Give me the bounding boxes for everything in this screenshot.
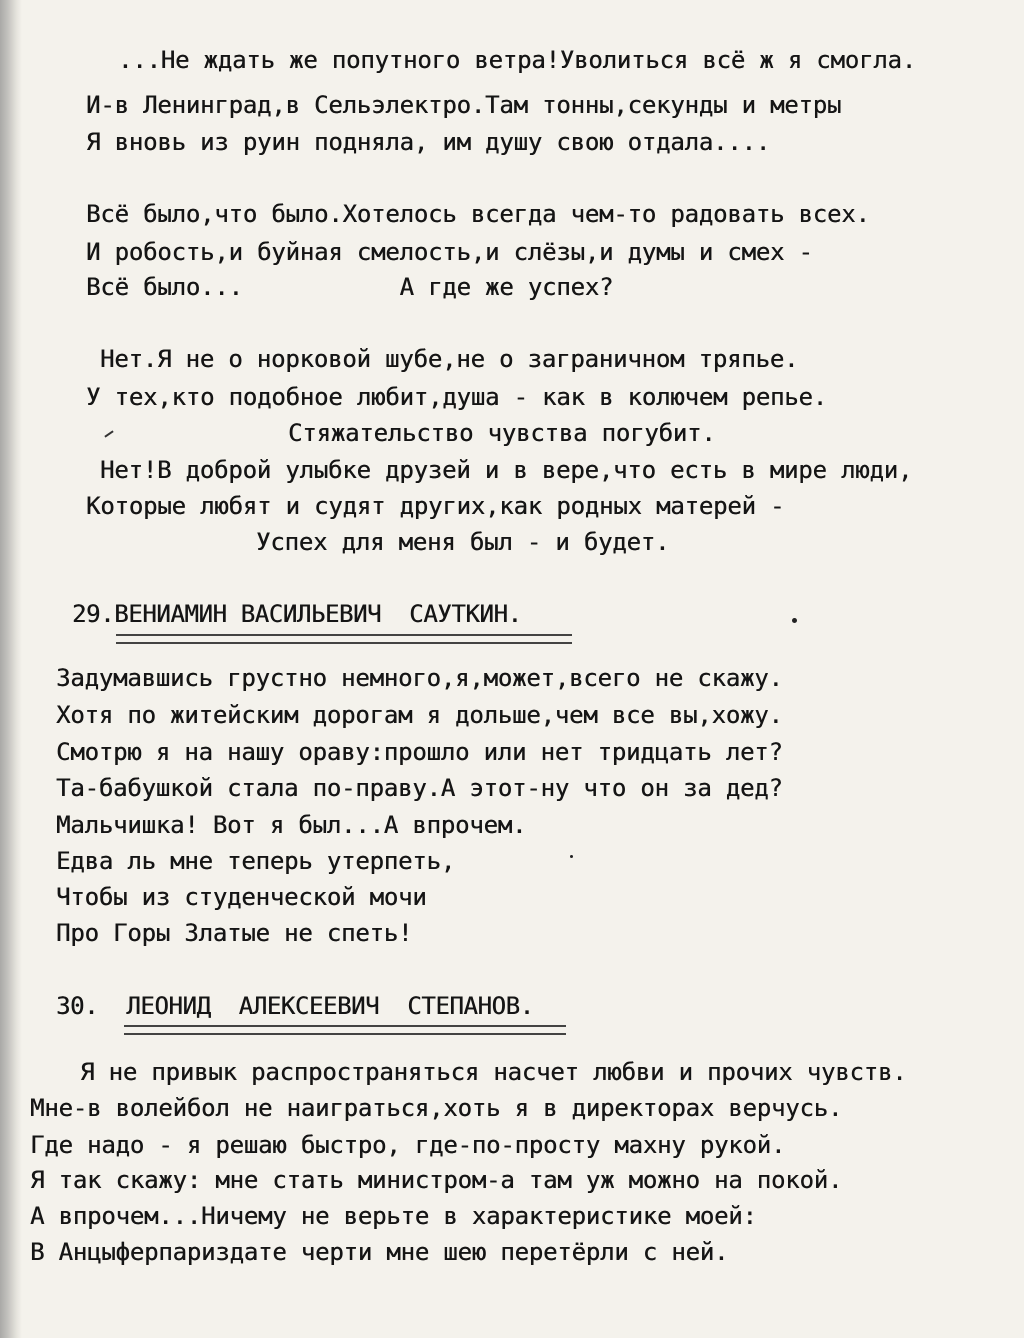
poem-line: Стяжательство чувства погубит.	[288, 419, 716, 447]
verse-line: Где надо - я решаю быстро, где-по-просту махну рукой.	[30, 1131, 786, 1159]
scan-speck	[792, 618, 797, 623]
poem-line: Которые любят и судят других,как родных матерей -	[86, 492, 785, 520]
poem-line: Успех для меня был - и будет.	[256, 528, 670, 556]
poem-line: И-в Ленинград,в Сельэлектро.Там тонны,секунды и метры	[86, 91, 842, 119]
heading-double-underline	[116, 634, 572, 644]
heading-double-underline	[124, 1025, 566, 1035]
verse-line: Задумавшись грустно немного,я,может,всего не скажу.	[56, 664, 783, 692]
poem-line: Нет.Я не о норковой шубе,не о заграничном тряпье.	[100, 345, 799, 373]
poem-line: ...Не ждать же попутного ветра!Уволиться всё ж я смогла.	[118, 46, 916, 74]
poem-line: Всё было,что было.Хотелось всегда чем-то радовать всех.	[86, 200, 870, 228]
verse-line: Мне-в волейбол не наиграться,хоть я в директорах верчусь.	[30, 1094, 843, 1122]
verse-line: Хотя по житейским дорогам я дольше,чем все вы,хожу.	[56, 701, 783, 729]
poem-line: Всё было... А где же успех?	[86, 273, 614, 301]
verse-line: Та-бабушкой стала по-праву.А этот-ну что он за дед?	[56, 774, 783, 802]
verse-line: Смотрю я на нашу ораву:прошло или нет тридцать лет?	[56, 738, 783, 766]
scan-speck	[570, 855, 573, 858]
poem-line: Я вновь из руин подняла, им душу свою отдала....	[86, 128, 770, 156]
poem-line: У тех,кто подобное любит,душа - как в колючем репье.	[86, 383, 827, 411]
verse-line: Я так скажу: мне стать министром-а там уж можно на покой.	[30, 1166, 843, 1194]
verse-line: Про Горы Златые не спеть!	[56, 919, 413, 947]
verse-line: Мальчишка! Вот я был...А впрочем.	[56, 811, 527, 839]
verse-line: В Анцыферпариздате черти мне шею перетёрли с ней.	[30, 1238, 729, 1266]
verse-line: Я не привык распространяться насчет любви и прочих чувств.	[80, 1058, 907, 1086]
verse-line: Едва ль мне теперь утерпеть,	[56, 847, 455, 875]
verse-line: Чтобы из студенческой мочи	[56, 883, 427, 911]
page-edge-shadow	[0, 0, 22, 1338]
verse-line: А впрочем...Ничему не верьте в характеристике моей:	[30, 1202, 757, 1230]
section-30-heading: 30. ЛЕОНИД АЛЕКСЕЕВИЧ СТЕПАНОВ.	[56, 992, 534, 1020]
poem-line: И робость,и буйная смелость,и слёзы,и думы и смех -	[86, 238, 813, 266]
section-29-heading: 29.ВЕНИАМИН ВАСИЛЬЕВИЧ САУТКИН.	[72, 600, 522, 628]
poem-line: Нет!В доброй улыбке друзей и в вере,что есть в мире люди,	[100, 456, 913, 484]
scan-mark	[104, 430, 113, 437]
